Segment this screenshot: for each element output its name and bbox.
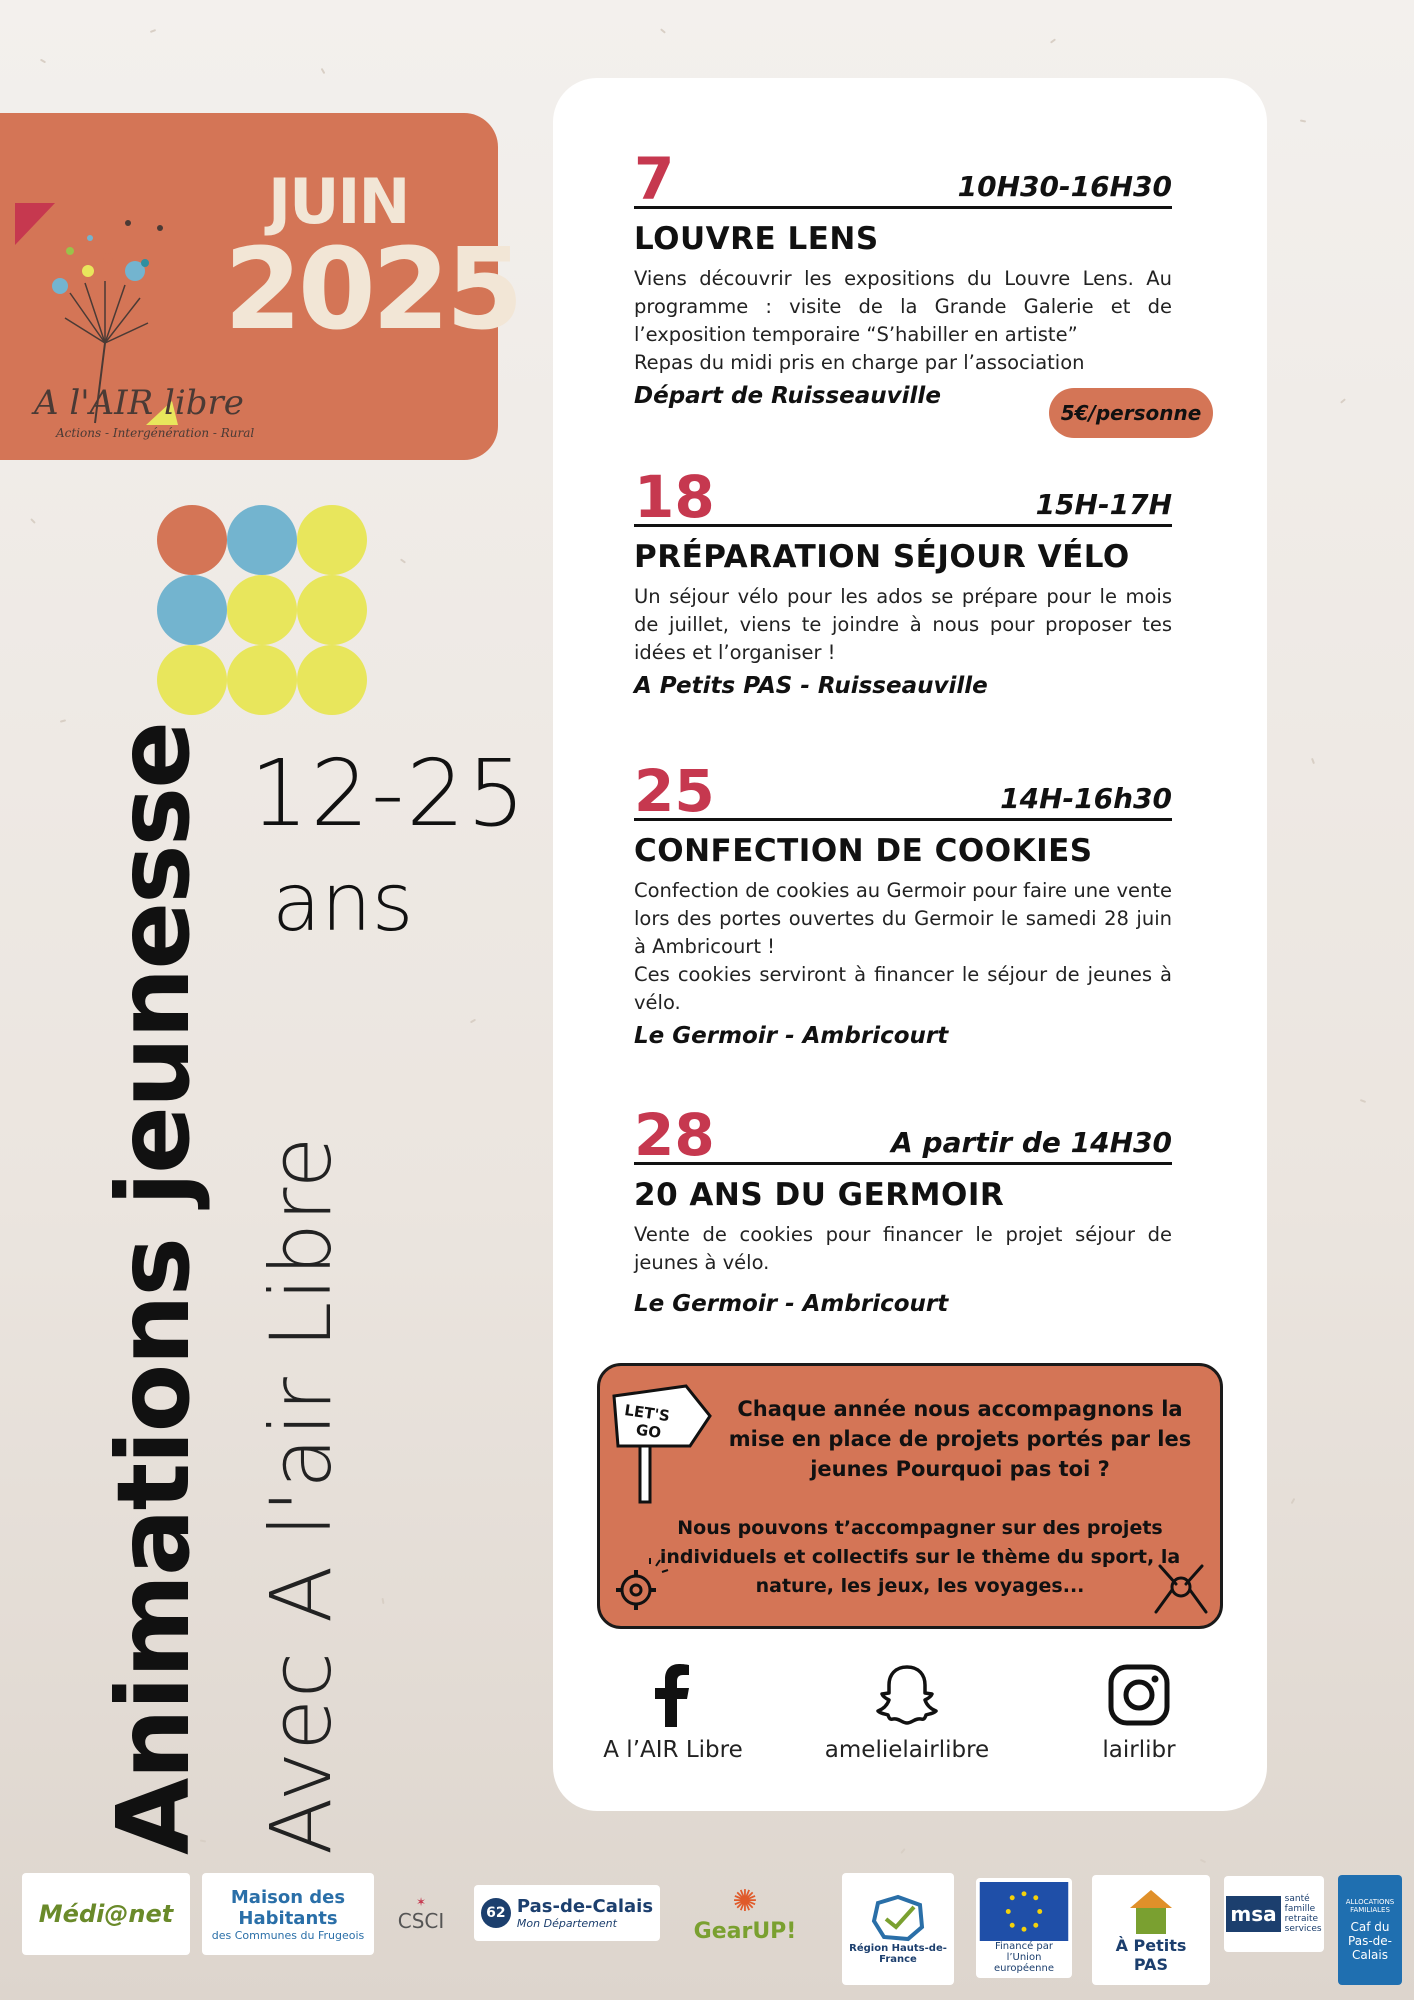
team-hands-icon — [1148, 1554, 1214, 1620]
event-time: 10H30-16H30 — [957, 170, 1172, 203]
event-location: Départ de Ruisseauville — [634, 383, 941, 409]
sponsor-caf: ALLOCATIONS FAMILIALES Caf du Pas-de-Calais — [1338, 1875, 1402, 1985]
sponsor-maison-habitants: Maison des Habitants des Communes du Frugeois — [202, 1873, 374, 1955]
social-label: A l’AIR Libre — [603, 1737, 743, 1763]
event-day: 18 — [634, 463, 715, 531]
sponsor-pas-de-calais: 62 Pas-de-Calais Mon Département — [474, 1885, 660, 1941]
sponsor-msa: msa santé famille retraite services — [1224, 1876, 1324, 1952]
event-description: Un séjour vélo pour les ados se prépare pour le mois de juillet, viens te joindre à nous pour proposer tes idées et l’organiser ! — [634, 585, 1172, 664]
snapchat-icon — [875, 1663, 939, 1727]
facebook-icon — [643, 1663, 703, 1727]
sponsor-medianet: Médi@net — [22, 1873, 190, 1955]
event-title: LOUVRE LENS — [634, 221, 879, 257]
poster-title: Animations jeunesse — [95, 722, 212, 1855]
event-title: 20 ANS DU GERMOIR — [634, 1177, 1005, 1213]
age-unit: ans — [272, 856, 414, 949]
svg-text:GO: GO — [634, 1420, 663, 1443]
age-range: 12-25 — [250, 740, 528, 847]
sponsor-csci: ✶ CSCI — [397, 1895, 445, 1933]
social-facebook[interactable] — [563, 1663, 783, 1763]
instagram-icon — [1107, 1663, 1171, 1727]
social-label: amelielairlibre — [824, 1737, 990, 1763]
sponsor-gearup: ✺ GearUP! — [693, 1884, 797, 1944]
social-snapchat[interactable] — [797, 1663, 1017, 1763]
svg-text:LET'S: LET'S — [623, 1401, 671, 1426]
logo-tagline: Actions - Intergénération - Rural — [56, 426, 255, 440]
price-badge: 5€/personne — [1049, 388, 1213, 438]
year-label: 2025 — [224, 225, 520, 355]
logo-wordmark: A l'AIR libre — [34, 383, 244, 423]
event-day: 7 — [634, 145, 675, 213]
event-time: 14H-16h30 — [1000, 782, 1172, 815]
sponsor-petits-pas: À Petits PAS — [1092, 1875, 1210, 1985]
event-location: A Petits PAS - Ruisseauville — [634, 673, 988, 699]
sponsor-region: Région Hauts-de-France — [842, 1873, 954, 1985]
event-day: 25 — [634, 757, 715, 825]
event-item — [634, 142, 1172, 409]
event-item — [634, 460, 1172, 699]
events-card — [553, 78, 1267, 1811]
gear-idea-icon — [606, 1556, 670, 1620]
event-description: Viens découvrir les expositions du Louvre Lens. Au programme : visite de la Grande Galerie et de l’exposition temporaire “S’habiller en artiste” Repas du midi pris en charge par l’association — [634, 267, 1172, 374]
event-item — [634, 1098, 1172, 1317]
projects-info-box — [597, 1363, 1223, 1629]
event-day: 28 — [634, 1101, 715, 1169]
date-header-block — [0, 113, 520, 460]
month-label: JUIN — [268, 165, 409, 238]
event-description: Confection de cookies au Germoir pour faire une vente lors des portes ouvertes du Germoir le samedi 28 juin à Ambricourt ! Ces cookies serviront à financer le séjour de jeunes à vélo. — [634, 879, 1172, 1014]
social-label: lairlibr — [1102, 1737, 1176, 1763]
social-instagram[interactable] — [1029, 1663, 1249, 1763]
info-body: Nous pouvons t’accompagner sur des projets individuels et collectifs sur le thème du sport, la nature, les jeux, les voyages... — [659, 1517, 1181, 1597]
event-item — [634, 754, 1172, 1049]
info-heading: Chaque année nous accompagnons la mise en place de projets portés par les jeunes Pourquoi pas toi ? — [728, 1397, 1192, 1481]
event-location: Le Germoir - Ambricourt — [634, 1023, 949, 1049]
event-description: Vente de cookies pour financer le projet séjour de jeunes à vélo. — [634, 1223, 1172, 1274]
lets-go-sign-icon — [606, 1376, 716, 1506]
event-title: PRÉPARATION SÉJOUR VÉLO — [634, 539, 1130, 575]
event-title: CONFECTION DE COOKIES — [634, 833, 1093, 869]
poster-subtitle: Avec A l'air Libre — [252, 1135, 350, 1855]
event-time: A partir de 14H30 — [891, 1126, 1172, 1159]
sponsor-eu: Financé par l’Union européenne — [976, 1878, 1072, 1978]
event-location: Le Germoir - Ambricourt — [634, 1291, 949, 1317]
event-time: 15H-17H — [1035, 488, 1172, 521]
